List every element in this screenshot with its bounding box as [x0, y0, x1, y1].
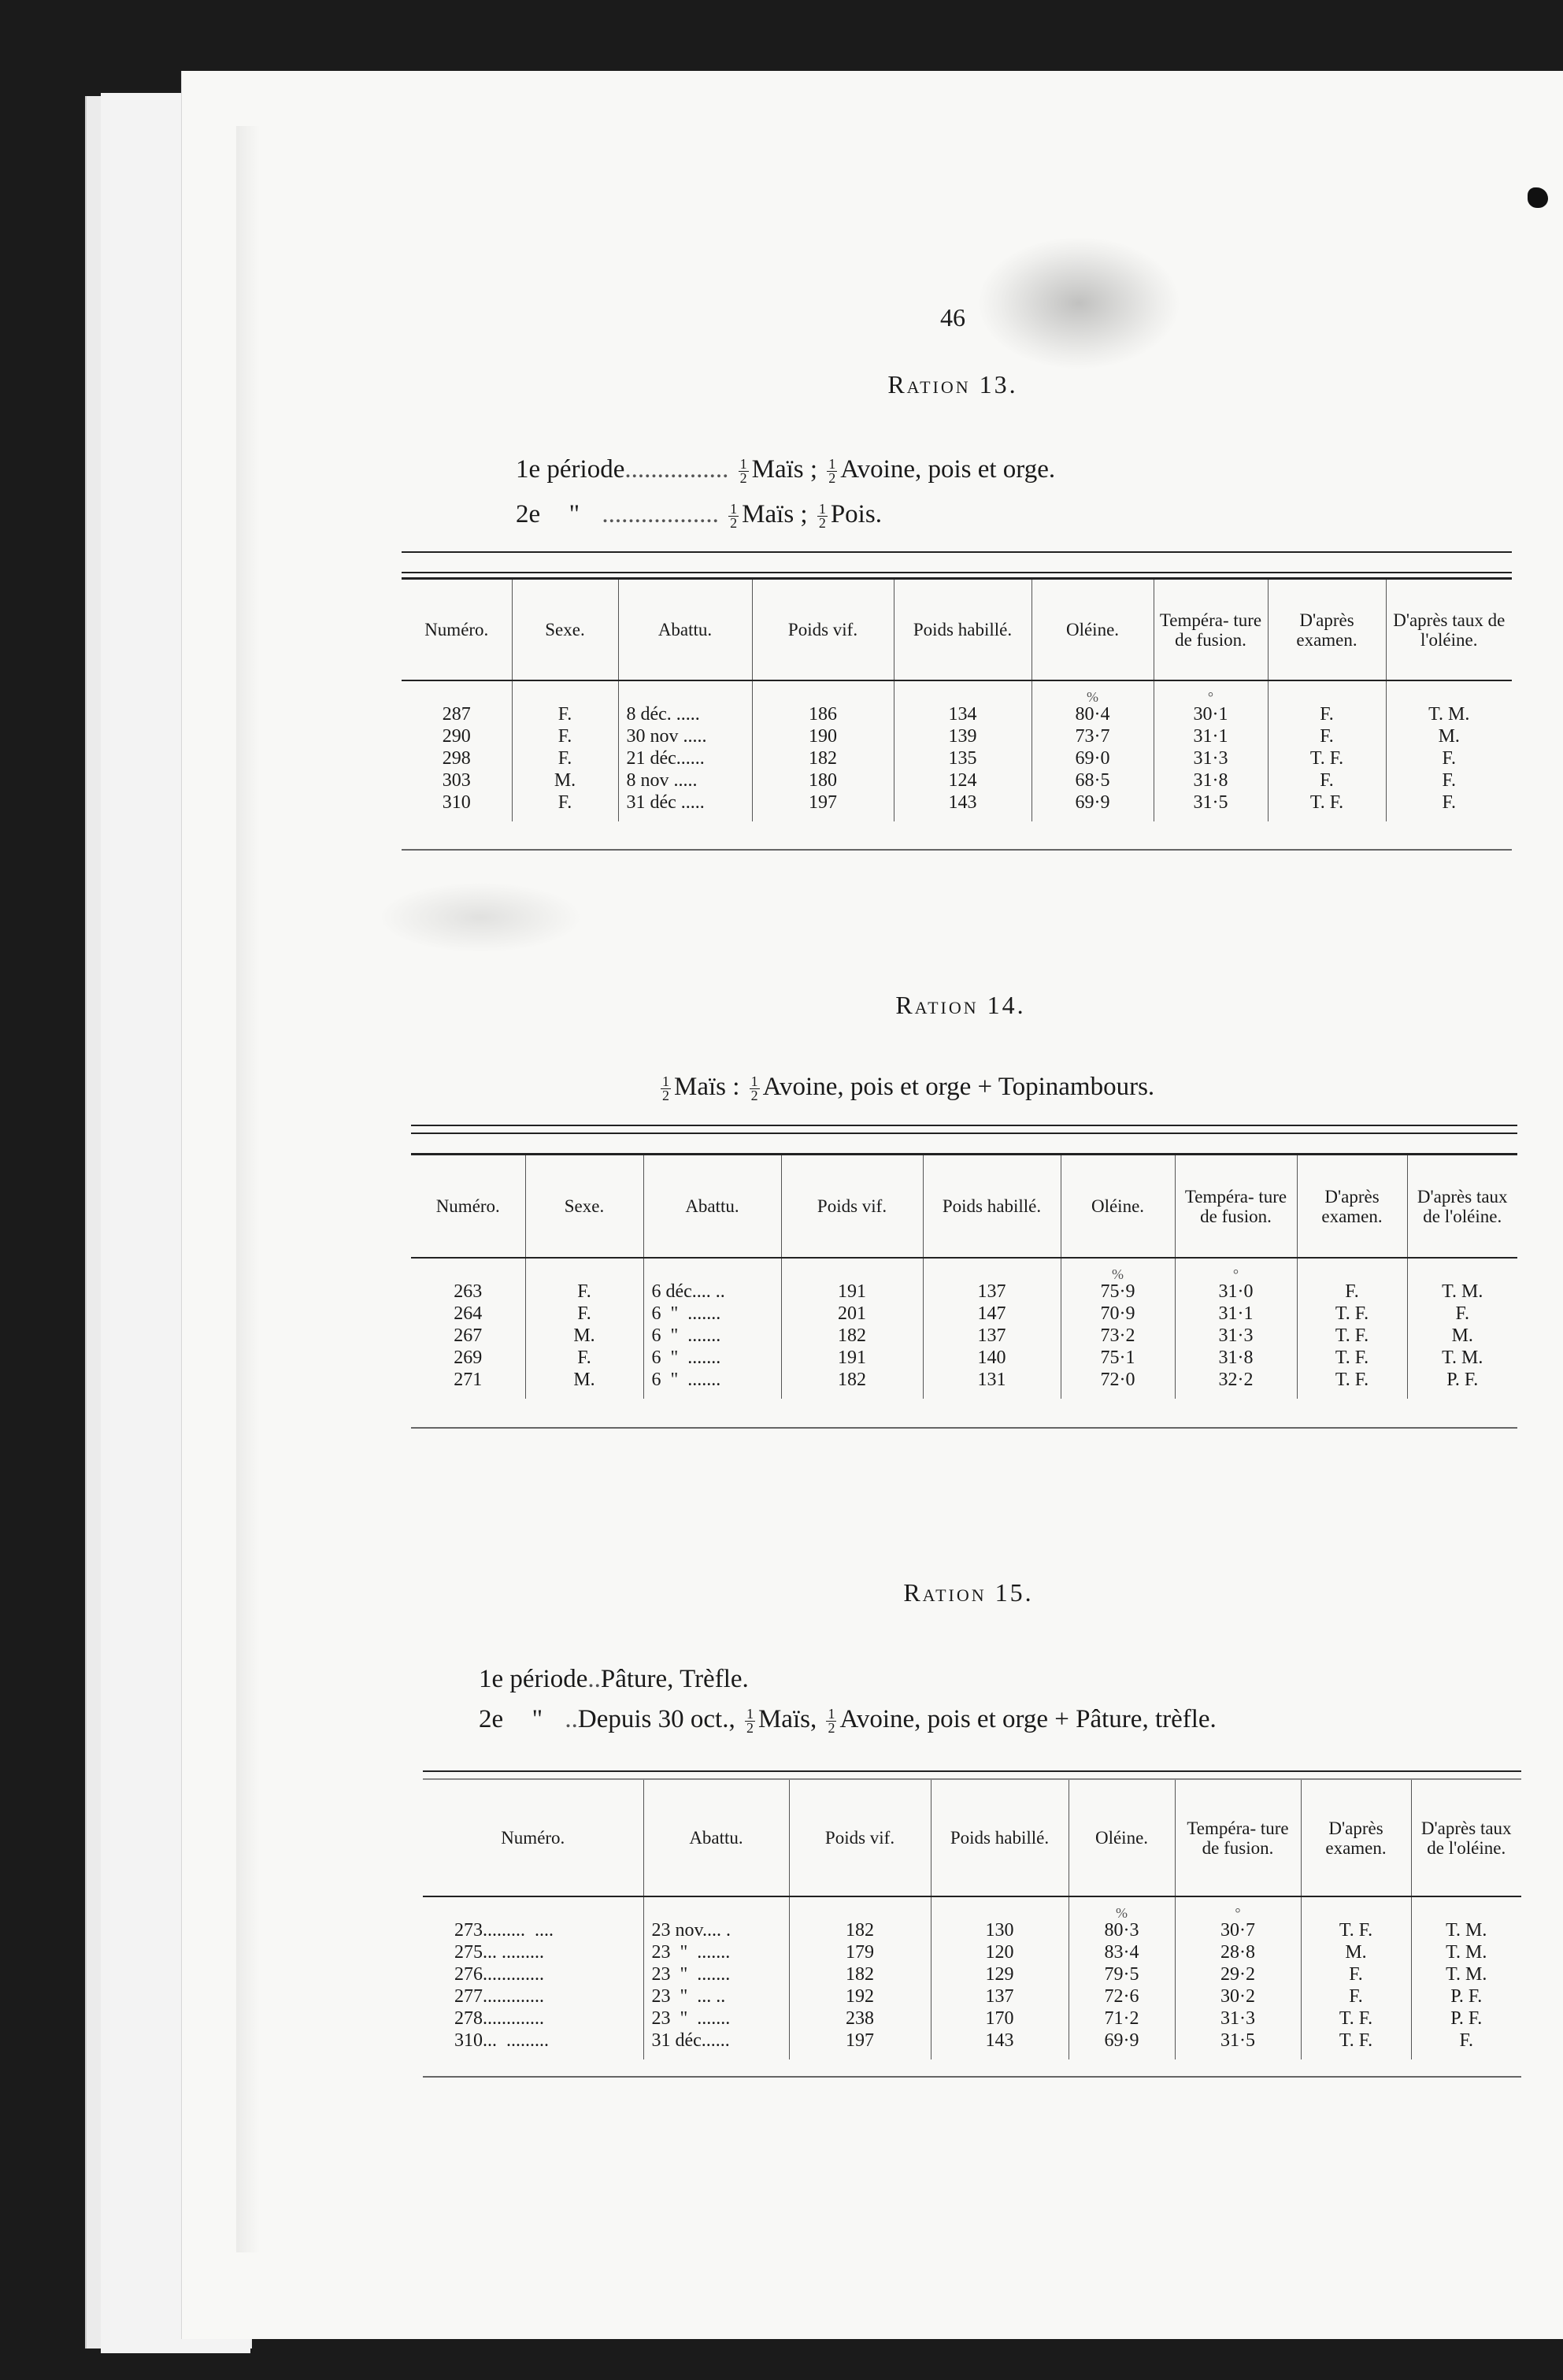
- top-rule: [402, 551, 1512, 553]
- faint-smudge: [378, 882, 583, 953]
- unit-spacer: [1273, 691, 1381, 703]
- table-cell-taux: M.: [1451, 1325, 1473, 1346]
- table-cell-taux: T. M.: [1446, 1942, 1487, 1963]
- table-cell-sexe: F.: [557, 748, 572, 769]
- feed-text: Avoine, pois et orge.: [840, 455, 1056, 484]
- feed-text: Maïs :: [674, 1073, 740, 1101]
- table-cell-abattu: 21 déc......: [626, 748, 705, 769]
- table-cell-habille: 143: [985, 2030, 1014, 2051]
- unit-spacer: [517, 691, 613, 703]
- percent-unit-mark: %: [1112, 1266, 1124, 1282]
- ration-15-title: Ration 15.: [903, 1578, 1034, 1607]
- col-temperature: [1175, 1896, 1301, 2059]
- header-oleine: Oléine.: [1032, 580, 1154, 680]
- table-cell-examen: F.: [1349, 1986, 1363, 2007]
- col-poids-vif: [789, 1896, 931, 2059]
- header-row: [402, 580, 1512, 680]
- bottom-rule: [402, 849, 1512, 851]
- table-cell-taux: F.: [1459, 2030, 1473, 2051]
- table-cell-vif: 191: [838, 1281, 866, 1302]
- table-cell-abattu: 6 " .......: [651, 1303, 721, 1324]
- unit-spacer: [936, 1907, 1064, 1919]
- table-cell-numero: 263: [454, 1281, 483, 1302]
- table-cell-examen: M.: [1345, 1942, 1367, 1963]
- table-cell-temp: 31·3: [1220, 2008, 1255, 2029]
- feed-text: Pâture, Trèfle.: [600, 1665, 749, 1693]
- ration-13-title: Ration 13.: [887, 370, 1018, 399]
- table-cell-examen: F.: [1320, 770, 1334, 791]
- col-taux: [1386, 680, 1512, 821]
- degree-unit-mark: °: [1232, 1266, 1239, 1282]
- period-1-label: 1e période: [479, 1665, 588, 1693]
- bottom-rule: [411, 1427, 1517, 1429]
- table-cell-taux: T. M.: [1428, 704, 1470, 725]
- table-cell-temp: 30·2: [1220, 1986, 1255, 2007]
- table-cell-taux: F.: [1455, 1303, 1469, 1324]
- feed-text: Pois.: [830, 500, 882, 528]
- ration-15-table: [423, 1770, 1521, 2078]
- header-abattu: Abattu.: [618, 580, 752, 680]
- feed-text: Avoine, pois et orge + Pâture, trèfle.: [839, 1705, 1217, 1733]
- table-cell-examen: F.: [1320, 704, 1334, 725]
- table-cell-abattu: 31 déc .....: [626, 792, 705, 813]
- table-cell-oleine: 70·9: [1100, 1303, 1135, 1324]
- table-cell-habille: 140: [977, 1348, 1006, 1368]
- ration-14-table: [411, 1125, 1517, 1429]
- data-table: [402, 580, 1512, 821]
- table-cell-habille: 131: [977, 1370, 1006, 1390]
- table-cell-temp: 31·8: [1218, 1348, 1254, 1368]
- table-cell-vif: 191: [838, 1348, 866, 1368]
- table-cell-sexe: F.: [557, 792, 572, 813]
- data-table: [411, 1155, 1517, 1399]
- unit-spacer: [416, 1268, 520, 1281]
- table-cell-numero: 264: [454, 1303, 483, 1324]
- unit-spacer: [652, 1268, 776, 1281]
- unit-spacer: [757, 691, 889, 703]
- unit-spacer: [1413, 1268, 1513, 1281]
- bottom-rule: [423, 2076, 1521, 2078]
- fraction-half: $\frac{1}{2}$: [828, 1705, 835, 1736]
- header-poids-vif: Poids vif.: [752, 580, 894, 680]
- table-cell-abattu: 6 " .......: [651, 1370, 721, 1390]
- table-cell-taux: T. M.: [1442, 1348, 1483, 1368]
- table-cell-temp: 31·8: [1193, 770, 1228, 791]
- header-row: [423, 1780, 1521, 1896]
- table-cell-numero: 298: [442, 748, 471, 769]
- fraction-half: $\frac{1}{2}$: [828, 455, 836, 486]
- feed-text: Maïs ;: [751, 455, 818, 484]
- table-cell-examen: T. F.: [1339, 1920, 1373, 1941]
- ration-13-period-1: [516, 455, 1055, 485]
- table-cell-temp: 30·7: [1220, 1920, 1255, 1941]
- table-cell-oleine: 75·1: [1100, 1348, 1135, 1368]
- percent-unit-mark: %: [1116, 1905, 1128, 1921]
- degree-unit-mark: °: [1235, 1905, 1241, 1921]
- col-numero: [402, 680, 512, 821]
- table-cell-numero: 269: [454, 1348, 483, 1368]
- table-cell-abattu: 31 déc......: [651, 2030, 730, 2051]
- unit-spacer: [787, 1268, 918, 1281]
- ration-14-line: [657, 1073, 1154, 1103]
- fraction-half: $\frac{1}{2}$: [746, 1705, 754, 1736]
- table-cell-habille: 120: [985, 1942, 1014, 1963]
- table-cell-habille: 170: [985, 2008, 1014, 2029]
- fraction-half: $\frac{1}{2}$: [662, 1073, 669, 1103]
- col-taux: [1411, 1896, 1521, 2059]
- ditto-mark: ": [569, 500, 580, 528]
- table-cell-examen: F.: [1349, 1964, 1363, 1985]
- table-cell-oleine: 75·9: [1100, 1281, 1135, 1302]
- table-cell-temp: 31·3: [1193, 748, 1228, 769]
- page-number: 46: [940, 303, 965, 332]
- top-rule: [423, 1770, 1521, 1772]
- table-cell-temp: 28·8: [1220, 1942, 1255, 1963]
- col-numero: [423, 1896, 643, 2059]
- leader-dots: ..................: [602, 500, 719, 528]
- table-cell-taux: P. F.: [1446, 1370, 1479, 1390]
- table-cell-abattu: 8 nov .....: [626, 770, 698, 791]
- col-sexe: [512, 680, 618, 821]
- unit-spacer: [531, 1268, 639, 1281]
- fraction-half: $\frac{1}{2}$: [730, 500, 738, 531]
- table-cell-abattu: 23 " .......: [651, 1964, 731, 1985]
- table-cell-numero: 276.............: [454, 1964, 544, 1985]
- top-rule: [411, 1133, 1517, 1134]
- table-cell-vif: 182: [809, 748, 837, 769]
- table-body-row: [402, 680, 1512, 821]
- col-numero: [411, 1258, 525, 1399]
- ration-15-period-1: [479, 1665, 749, 1694]
- table-cell-vif: 197: [846, 2030, 874, 2051]
- table-cell-vif: 197: [809, 792, 837, 813]
- period-2-label: 2e: [516, 500, 541, 528]
- table-cell-habille: 124: [948, 770, 977, 791]
- unit-spacer: [1302, 1268, 1402, 1281]
- ink-smudge: [976, 236, 1181, 370]
- table-cell-habille: 137: [985, 1986, 1014, 2007]
- col-abattu: [643, 1896, 789, 2059]
- table-cell-sexe: F.: [557, 704, 572, 725]
- table-cell-sexe: M.: [573, 1370, 595, 1390]
- table-cell-numero: 271: [454, 1370, 483, 1390]
- table-cell-vif: 182: [838, 1370, 866, 1390]
- table-cell-taux: T. M.: [1446, 1964, 1487, 1985]
- table-cell-examen: T. F.: [1309, 792, 1344, 813]
- table-cell-temp: 31·1: [1193, 726, 1228, 747]
- table-cell-habille: 129: [985, 1964, 1014, 1985]
- table-cell-habille: 143: [948, 792, 977, 813]
- table-cell-vif: 238: [846, 2008, 874, 2029]
- page-gutter-shadow: [236, 126, 260, 2252]
- table-cell-oleine: 80·4: [1075, 704, 1110, 725]
- table-cell-oleine: 71·2: [1104, 2008, 1139, 2029]
- table-cell-temp: 31·0: [1218, 1281, 1254, 1302]
- header-oleine: Oléine.: [1061, 1155, 1175, 1258]
- unit-spacer: [652, 1907, 784, 1919]
- col-poids-vif: [781, 1258, 923, 1399]
- table-cell-temp: 30·1: [1193, 704, 1228, 725]
- unit-spacer: [1391, 691, 1508, 703]
- top-rule: [402, 572, 1512, 573]
- col-taux: [1407, 1258, 1517, 1399]
- table-cell-abattu: 23 nov.... .: [651, 1920, 731, 1941]
- table-cell-vif: 186: [809, 704, 837, 725]
- data-table: [423, 1780, 1521, 2059]
- table-cell-abattu: 23 " .......: [651, 1942, 731, 1963]
- header-taux: D'après taux de l'oléine.: [1411, 1780, 1521, 1896]
- col-temperature: [1154, 680, 1268, 821]
- feed-text: Maïs ;: [742, 500, 808, 528]
- table-cell-oleine: 69·9: [1075, 792, 1110, 813]
- table-cell-sexe: F.: [577, 1348, 591, 1368]
- unit-spacer: [928, 1268, 1056, 1281]
- col-poids-habille: [894, 680, 1032, 821]
- col-sexe: [525, 1258, 643, 1399]
- feed-text: Maïs,: [757, 1705, 817, 1733]
- leader-dots: ................: [624, 455, 729, 484]
- table-cell-oleine: 72·0: [1100, 1370, 1135, 1390]
- table-cell-numero: 310... .........: [454, 2030, 549, 2051]
- table-cell-oleine: 69·0: [1075, 748, 1110, 769]
- header-temperature: Tempéra- ture de fusion.: [1154, 580, 1268, 680]
- header-examen: D'après examen.: [1297, 1155, 1407, 1258]
- table-cell-vif: 182: [838, 1325, 866, 1346]
- header-oleine: Oléine.: [1069, 1780, 1175, 1896]
- col-examen: [1297, 1258, 1407, 1399]
- header-poids-habille: Poids habillé.: [931, 1780, 1069, 1896]
- unit-spacer: [627, 691, 747, 703]
- feed-text: Depuis 30 oct.,: [577, 1705, 735, 1733]
- col-temperature: [1175, 1258, 1297, 1399]
- table-cell-abattu: 23 " ... ..: [651, 1986, 726, 2007]
- table-cell-numero: 310: [442, 792, 471, 813]
- fraction-half: $\frac{1}{2}$: [750, 1073, 758, 1103]
- table-cell-vif: 182: [846, 1964, 874, 1985]
- corner-ink-mark: [1528, 187, 1548, 208]
- table-cell-oleine: 83·4: [1104, 1942, 1139, 1963]
- table-cell-oleine: 73·7: [1075, 726, 1110, 747]
- table-cell-temp: 31·5: [1220, 2030, 1255, 2051]
- period-1-label: 1e période: [516, 455, 625, 484]
- header-numero: Numéro.: [501, 1828, 565, 1848]
- header-taux: D'après taux de l'oléine.: [1386, 580, 1512, 680]
- header-poids-vif: Poids vif.: [789, 1780, 931, 1896]
- table-cell-abattu: 30 nov .....: [626, 726, 707, 747]
- header-poids-habille: Poids habillé.: [923, 1155, 1061, 1258]
- period-2-label: 2e: [479, 1705, 504, 1733]
- unit-spacer: [454, 1907, 639, 1919]
- header-poids-habille: Poids habillé.: [894, 580, 1032, 680]
- table-cell-habille: 139: [948, 726, 977, 747]
- table-cell-taux: F.: [1442, 770, 1456, 791]
- ration-13-period-2: [516, 500, 882, 530]
- header-row: [411, 1155, 1517, 1258]
- leader-dots: ..: [565, 1705, 578, 1733]
- header-examen: D'après examen.: [1301, 1780, 1411, 1896]
- table-cell-examen: T. F.: [1339, 2030, 1373, 2051]
- table-cell-numero: 267: [454, 1325, 483, 1346]
- table-cell-examen: F.: [1345, 1281, 1359, 1302]
- table-cell-numero: 273......... ....: [454, 1920, 554, 1941]
- header-examen: D'après examen.: [1268, 580, 1386, 680]
- table-cell-numero: 290: [442, 726, 471, 747]
- unit-spacer: [794, 1907, 926, 1919]
- col-examen: [1268, 680, 1386, 821]
- col-oleine: [1032, 680, 1154, 821]
- ration-14-title: Ration 14.: [895, 991, 1026, 1019]
- header-temperature: Tempéra- ture de fusion.: [1175, 1780, 1301, 1896]
- table-cell-examen: T. F.: [1309, 748, 1344, 769]
- table-cell-oleine: 72·6: [1104, 1986, 1139, 2007]
- table-cell-examen: T. F.: [1335, 1348, 1369, 1368]
- table-cell-vif: 179: [846, 1942, 874, 1963]
- table-body-row: [423, 1896, 1521, 2059]
- table-cell-numero: 303: [442, 770, 471, 791]
- table-cell-habille: 130: [985, 1920, 1014, 1941]
- ration-13-table: [402, 551, 1512, 851]
- top-rule: [411, 1125, 1517, 1126]
- fraction-half: $\frac{1}{2}$: [818, 500, 826, 531]
- table-cell-oleine: 69·9: [1104, 2030, 1139, 2051]
- header-temperature: Tempéra- ture de fusion.: [1175, 1155, 1297, 1258]
- table-cell-sexe: M.: [554, 770, 576, 791]
- table-cell-sexe: F.: [577, 1281, 591, 1302]
- table-cell-sexe: M.: [573, 1325, 595, 1346]
- table-cell-temp: 32·2: [1218, 1370, 1254, 1390]
- table-cell-abattu: 6 déc.... ..: [651, 1281, 725, 1302]
- unit-spacer: [1417, 1907, 1517, 1919]
- table-cell-examen: T. F.: [1335, 1303, 1369, 1324]
- table-cell-oleine: 79·5: [1104, 1964, 1139, 1985]
- col-oleine: [1061, 1258, 1175, 1399]
- leader-dots: ..: [587, 1665, 601, 1693]
- table-cell-numero: 287: [442, 704, 471, 725]
- table-cell-taux: P. F.: [1450, 1986, 1483, 2007]
- table-cell-taux: F.: [1442, 792, 1456, 813]
- unit-spacer: [406, 691, 507, 703]
- table-cell-abattu: 6 " .......: [651, 1348, 721, 1368]
- table-cell-habille: 134: [948, 704, 977, 725]
- table-cell-numero: 275... .........: [454, 1942, 544, 1963]
- table-cell-examen: T. F.: [1335, 1325, 1369, 1346]
- header-numero: Numéro.: [424, 620, 489, 639]
- table-cell-habille: 137: [977, 1325, 1006, 1346]
- table-cell-vif: 201: [838, 1303, 866, 1324]
- table-cell-oleine: 80·3: [1104, 1920, 1139, 1941]
- table-cell-oleine: 68·5: [1075, 770, 1110, 791]
- header-taux: D'après taux de l'oléine.: [1407, 1155, 1517, 1258]
- table-cell-oleine: 73·2: [1100, 1325, 1135, 1346]
- table-cell-numero: 277.............: [454, 1986, 544, 2007]
- table-cell-habille: 135: [948, 748, 977, 769]
- table-cell-vif: 190: [809, 726, 837, 747]
- header-numero: Numéro.: [435, 1196, 500, 1216]
- table-body-row: [411, 1258, 1517, 1399]
- table-cell-vif: 182: [846, 1920, 874, 1941]
- header-abattu: Abattu.: [643, 1780, 789, 1896]
- col-oleine: [1069, 1896, 1175, 2059]
- table-cell-temp: 31·5: [1193, 792, 1228, 813]
- table-cell-habille: 147: [977, 1303, 1006, 1324]
- table-cell-abattu: 23 " .......: [651, 2008, 731, 2029]
- percent-unit-mark: %: [1087, 689, 1098, 705]
- table-cell-taux: M.: [1438, 726, 1460, 747]
- table-cell-examen: F.: [1320, 726, 1334, 747]
- fraction-half: $\frac{1}{2}$: [739, 455, 747, 486]
- table-cell-abattu: 6 " .......: [651, 1325, 721, 1346]
- ration-15-period-2: [479, 1705, 1217, 1735]
- col-examen: [1301, 1896, 1411, 2059]
- col-poids-habille: [931, 1896, 1069, 2059]
- ditto-mark: ": [531, 1705, 543, 1733]
- table-cell-vif: 180: [809, 770, 837, 791]
- table-cell-taux: T. M.: [1442, 1281, 1483, 1302]
- col-abattu: [643, 1258, 781, 1399]
- table-cell-taux: F.: [1442, 748, 1456, 769]
- table-cell-numero: 278.............: [454, 2008, 544, 2029]
- unit-spacer: [1306, 1907, 1406, 1919]
- col-poids-habille: [923, 1258, 1061, 1399]
- header-sexe: Sexe.: [525, 1155, 643, 1258]
- table-cell-temp: 31·3: [1218, 1325, 1254, 1346]
- table-cell-temp: 29·2: [1220, 1964, 1255, 1985]
- header-sexe: Sexe.: [512, 580, 618, 680]
- table-cell-temp: 31·1: [1218, 1303, 1254, 1324]
- header-poids-vif: Poids vif.: [781, 1155, 923, 1258]
- feed-text: Avoine, pois et orge + Topinambours.: [762, 1073, 1155, 1101]
- col-abattu: [618, 680, 752, 821]
- col-poids-vif: [752, 680, 894, 821]
- table-cell-examen: T. F.: [1335, 1370, 1369, 1390]
- header-abattu: Abattu.: [643, 1155, 781, 1258]
- table-cell-taux: P. F.: [1450, 2008, 1483, 2029]
- table-cell-sexe: F.: [557, 726, 572, 747]
- table-cell-vif: 192: [846, 1986, 874, 2007]
- degree-unit-mark: °: [1207, 689, 1214, 705]
- table-cell-abattu: 8 déc. .....: [626, 704, 700, 725]
- table-cell-habille: 137: [977, 1281, 1006, 1302]
- table-cell-examen: T. F.: [1339, 2008, 1373, 2029]
- table-cell-taux: T. M.: [1446, 1920, 1487, 1941]
- unit-spacer: [899, 691, 1027, 703]
- table-cell-sexe: F.: [577, 1303, 591, 1324]
